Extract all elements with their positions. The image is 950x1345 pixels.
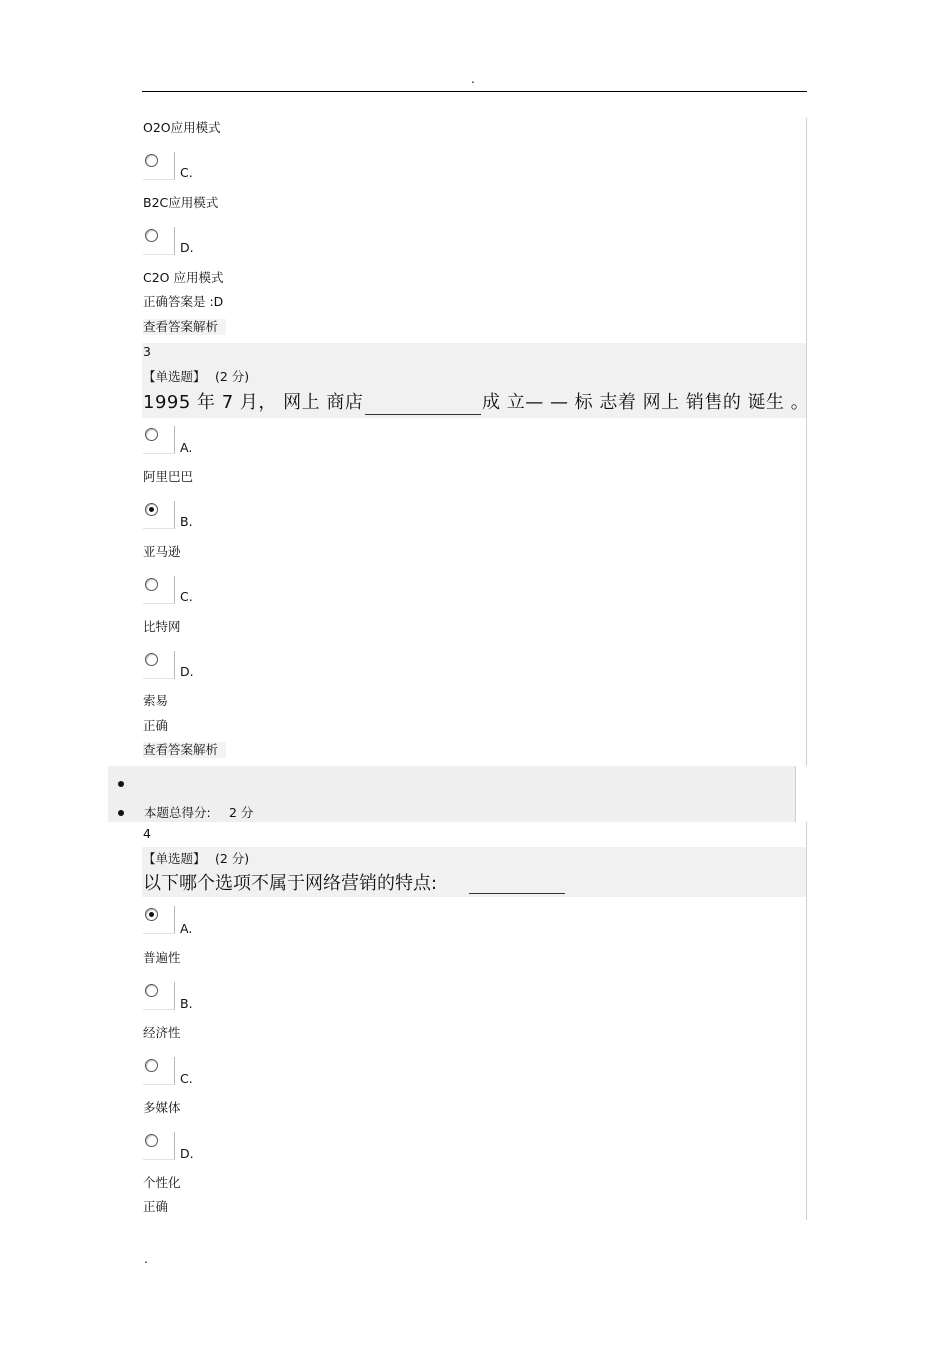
radio-circle-icon (145, 578, 158, 591)
q4-option-c-text: 多媒体 (143, 1100, 181, 1115)
q4-stem: 以下哪个选项不属于网络营销的特点: (143, 873, 438, 894)
q4-option-d-letter: D. (180, 1146, 194, 1161)
q3-option-b-text: 亚马逊 (143, 544, 181, 559)
q4-number: 4 (143, 826, 151, 841)
q3-option-d-radio[interactable] (143, 651, 175, 679)
radio-selected-icon (145, 503, 158, 516)
q3-score-value: 2 分 (229, 805, 254, 820)
q3-option-a-radio[interactable] (143, 426, 175, 454)
q2-option-d-radio[interactable] (143, 227, 175, 255)
q4-result: 正确 (143, 1199, 169, 1214)
q4-option-b-text: 经济性 (143, 1025, 181, 1040)
q2-option-c-radio[interactable] (143, 152, 175, 180)
q3-number: 3 (143, 344, 151, 359)
radio-selected-icon (145, 908, 158, 921)
radio-circle-icon (145, 229, 158, 242)
bullet-icon (118, 810, 124, 816)
radio-circle-icon (145, 984, 158, 997)
q4-type: 【单选题】 (143, 851, 206, 866)
q3-stem-after: 成 立— — 标 志着 网上 销售的 诞生 。 (482, 392, 810, 413)
q4-option-a-radio[interactable] (143, 906, 175, 934)
q3-option-a-text: 阿里巴巴 (143, 469, 194, 484)
q4-option-a-text: 普遍性 (143, 950, 181, 965)
q2-option-b-text: O2O应用模式 (143, 120, 221, 135)
q3-blank (365, 414, 481, 415)
q4-option-a-letter: A. (180, 921, 193, 936)
bullet-icon (118, 781, 124, 787)
q3-points: (2 分) (215, 369, 250, 384)
q2-option-c-letter: C. (180, 165, 193, 180)
q3-score-label: 本题总得分: (144, 805, 211, 820)
radio-circle-icon (145, 1059, 158, 1072)
q4-option-c-letter: C. (180, 1071, 193, 1086)
radio-circle-icon (145, 653, 158, 666)
q3-score-bar (108, 766, 796, 822)
q2-option-c-text: B2C应用模式 (143, 195, 219, 210)
q3-result: 正确 (143, 718, 169, 733)
q3-option-a-letter: A. (180, 440, 193, 455)
radio-circle-icon (145, 428, 158, 441)
q2-correct-answer: 正确答案是 :D (143, 294, 224, 309)
q3-type: 【单选题】 (143, 369, 206, 384)
q3-view-analysis-link[interactable]: 查看答案解析 (143, 742, 226, 758)
q2-option-d-letter: D. (180, 240, 194, 255)
q3-option-d-letter: D. (180, 664, 194, 679)
q2-view-analysis-link[interactable]: 查看答案解析 (143, 319, 226, 335)
q3-option-b-letter: B. (180, 514, 193, 529)
q4-option-b-letter: B. (180, 996, 193, 1011)
radio-circle-icon (145, 154, 158, 167)
q3-option-c-text: 比特网 (143, 619, 181, 634)
header-rule (142, 91, 807, 92)
score-bar-border (795, 766, 796, 822)
q4-option-c-radio[interactable] (143, 1057, 175, 1085)
q3-option-c-radio[interactable] (143, 576, 175, 604)
q3-stem-before: 1995 年 7 月， 网上 商店 (143, 392, 364, 413)
radio-circle-icon (145, 1134, 158, 1147)
q4-blank (469, 893, 565, 894)
q3-option-c-letter: C. (180, 589, 193, 604)
panel-border-upper (806, 118, 807, 766)
q4-option-d-radio[interactable] (143, 1132, 175, 1160)
panel-border-lower (806, 822, 807, 1220)
q2-option-d-text: C2O 应用模式 (143, 270, 224, 285)
q4-points: (2 分) (215, 851, 250, 866)
q4-option-b-radio[interactable] (143, 982, 175, 1010)
q4-option-d-text: 个性化 (143, 1175, 181, 1190)
q3-option-d-text: 索易 (143, 693, 169, 708)
q3-option-b-radio[interactable] (143, 501, 175, 529)
footer-mark: . (144, 1252, 148, 1266)
header-mark: . (471, 72, 475, 86)
